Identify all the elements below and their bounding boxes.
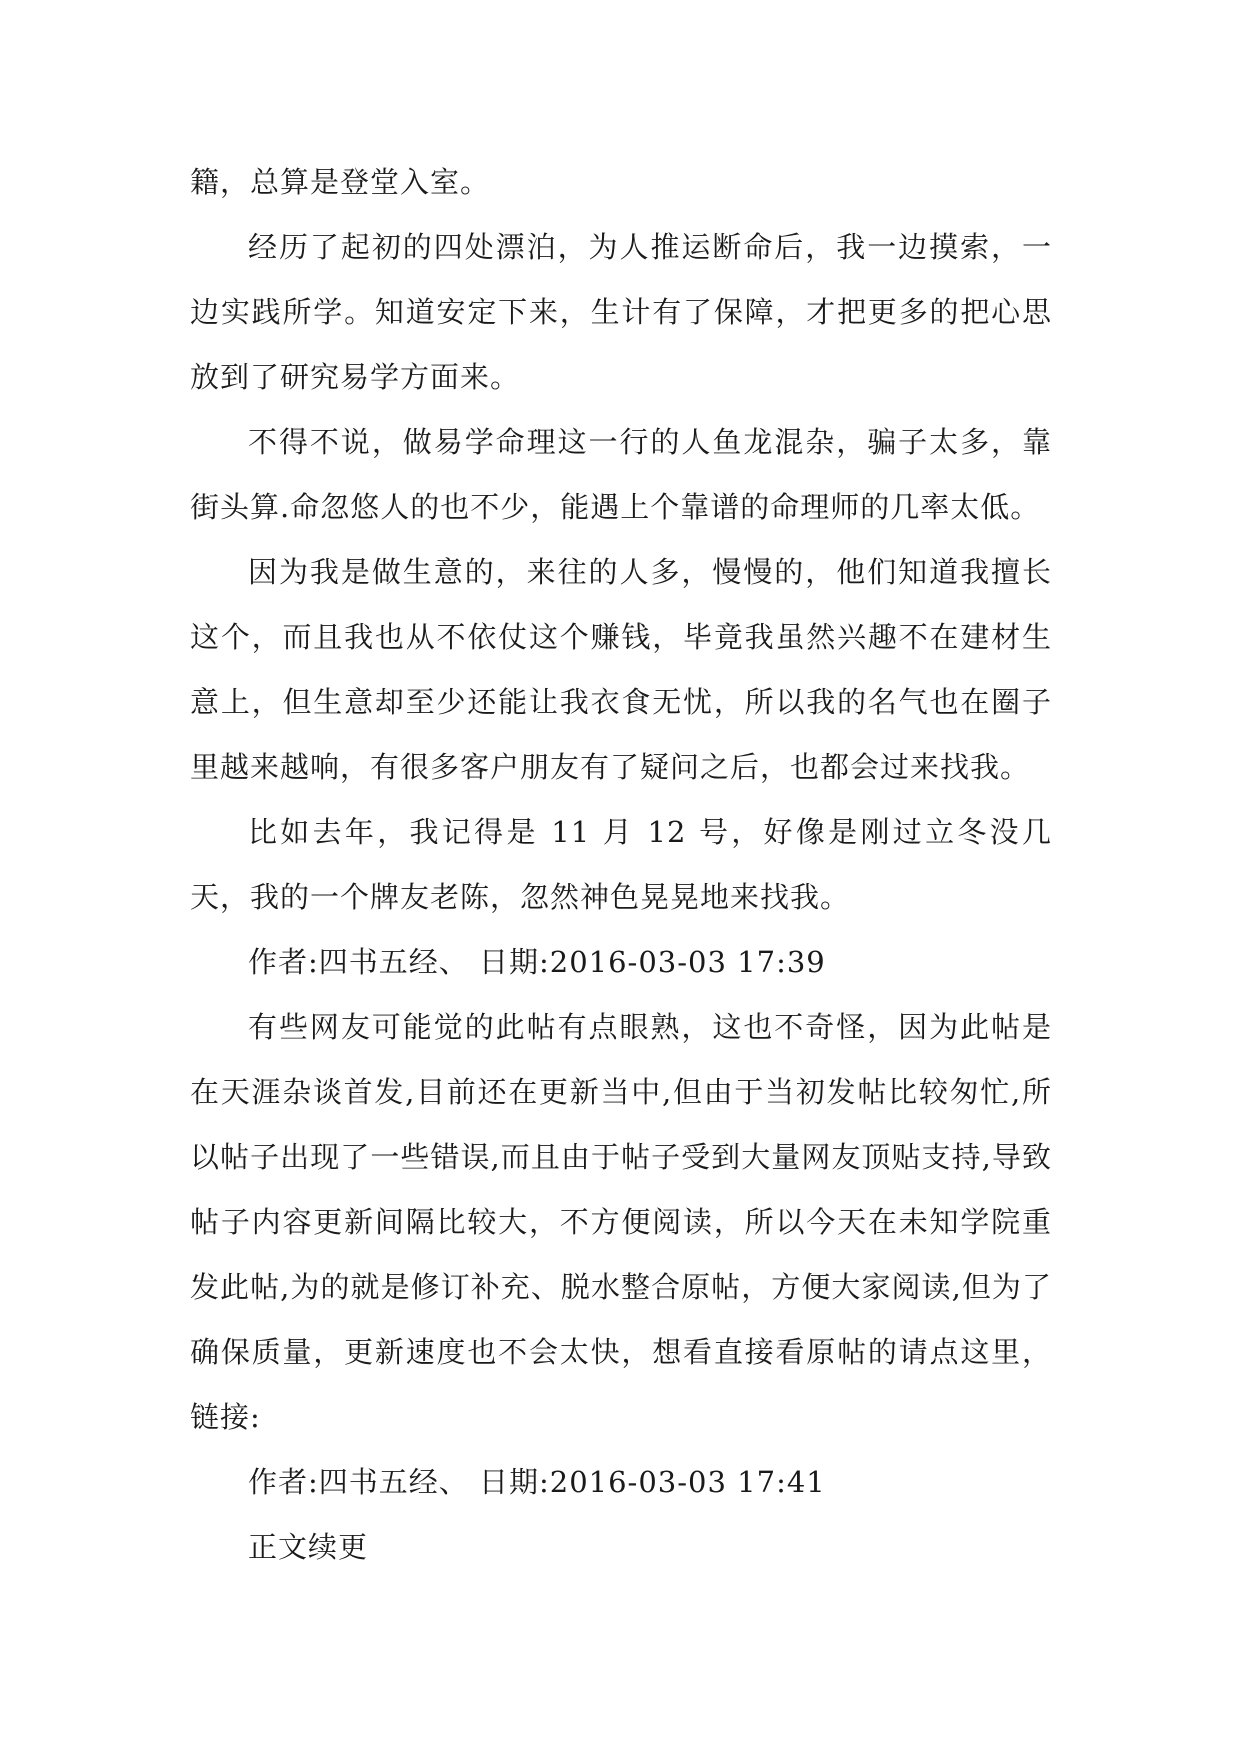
paragraph-heading: 正文续更	[248, 1530, 369, 1564]
paragraph: 因为我是做生意的，来往的人多，慢慢的，他们知道我擅长这个，而且我也从不依仗这个赚钱，毕竟我虽然兴趣不在建材生意上，但生意却至少还能让我衣食无忧，所以我的名气也在圈子里越来越响，有很多客户朋友有了疑问之后，也都会过来找我。	[190, 555, 1052, 784]
paragraph: 不得不说，做易学命理这一行的人鱼龙混杂，骗子太多，靠街头算.命忽悠人的也不少，能遇上个靠谱的命理师的几率太低。	[190, 425, 1052, 524]
paragraph: 比如去年，我记得是 11 月 12 号，好像是刚过立冬没几天，我的一个牌友老陈，忽然神色晃晃地来找我。	[190, 815, 1052, 914]
paragraph: 经历了起初的四处漂泊，为人推运断命后，我一边摸索，一边实践所学。知道安定下来，生计有了保障，才把更多的把心思放到了研究易学方面来。	[190, 230, 1052, 394]
paragraph: 有些网友可能觉的此帖有点眼熟，这也不奇怪，因为此帖是在天涯杂谈首发,目前还在更新当中,但由于当初发帖比较匆忙,所以帖子出现了一些错误,而且由于帖子受到大量网友顶贴支持,导致帖子内容更新间隔比较大，不方便阅读，所以今天在未知学院重发此帖,为的就是修订补充、脱水整合原帖，方便大家阅读,但为了确保质量，更新速度也不会太快，想看直接看原帖的请点这里，链接:	[190, 1010, 1052, 1434]
paragraph-continuation: 籍，总算是登堂入室。	[190, 165, 491, 199]
author-date-line: 作者:四书五经、 日期:2016-03-03 17:39	[248, 945, 826, 979]
document-body	[190, 150, 1052, 1580]
author-date-line: 作者:四书五经、 日期:2016-03-03 17:41	[248, 1465, 826, 1499]
